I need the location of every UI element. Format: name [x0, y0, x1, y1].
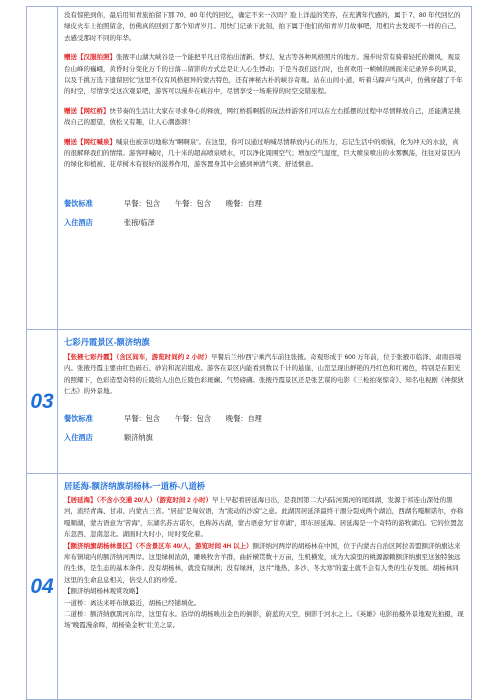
paragraph: [64, 352, 465, 398]
day-content: [58, 330, 472, 474]
dinner-info: 晚餐：自理: [225, 413, 262, 423]
dinner-info: 晚餐：自理: [225, 198, 262, 208]
attraction-tag: 【额济纳旗胡杨林景区】（不含景区车 40/人，游览时间 4H 以上）: [64, 542, 253, 550]
paragraph: [64, 137, 465, 171]
lunch-info: 午餐：包含: [174, 413, 211, 423]
day-title: 居延海-额济纳旗胡杨林-一道桥-八道桥: [64, 481, 206, 491]
guide-heading: 【额济纳胡杨林观赏攻略】: [64, 588, 142, 596]
day-number: 04: [30, 574, 54, 598]
paragraph: 没有惊艳到你，最后用知青旅拍留下那 70、80 年代的回忆，确定不来一次吗？脸上洋溢的笑容，在充满年代感的，属于 7、80 年代回忆的绿皮火车上拍照留念，仿佛真的回到了那个知青岁月。用快门记录下此刻，拍下属于他们的知青岁月故事吧，用相片去发现不一样的自己，去感受那时不同的年华。: [64, 12, 461, 42]
day-content: [58, 474, 472, 700]
hotel-name: 张掖/临泽: [124, 217, 155, 227]
attraction-tag: 【张掖七彩丹霞】（含区间车，游览时间约 2 小时）: [64, 354, 211, 361]
paragraph: [64, 52, 465, 98]
itinerary-table: [26, 6, 472, 700]
hotel-row: [64, 431, 465, 444]
attraction-tag: 【居延海】（不含小交通 20/人）（游览时间 2 小时）: [64, 497, 213, 504]
meal-row: [64, 197, 465, 210]
table-row: [27, 330, 472, 474]
meal-row: [64, 412, 465, 425]
day-title: 七彩丹霞景区-额济纳旗: [64, 337, 150, 347]
day-number: 03: [30, 389, 54, 413]
paragraph-text: 早餐后兰州/西宁乘汽车前往张掖。奇观形成于 600 万年前，位于张掖市临泽、肃南县境内。张掖丹霞主要由红色砾石、砂岩和泥岩组成。游客在景区内能看到数以千计的悬崖、山峦呈现出鲜艳的丹红色和红褐色，特别是在阳光的照耀下，色彩造型奇特的丘陵给人出色丘陵色彩斑斓、气势磅礴。张掖丹霞景区还是张艺谋的电影《三枪拍案惊奇》、知名电视剧《神探狄仁杰》的外景地。: [64, 354, 464, 396]
hotel-row: [64, 216, 465, 229]
hotel-label: 入住酒店: [64, 432, 93, 442]
gift-tag: 赠送【汉服拍照】: [64, 54, 116, 62]
meal-label: 餐饮标准: [64, 413, 93, 423]
table-row: [27, 7, 472, 330]
gift-tag: 赠送【网红桥】: [64, 107, 110, 115]
hotel-label: 入住酒店: [64, 217, 93, 227]
day-number-cell: [27, 7, 58, 330]
paragraph-text: 张掖平山湖大峡谷是一个能把平凡日常拍出清新、梦幻、复古等各种风格照片的地方。漫步时常有骑着轻托的微风，观景台山峰的巍峨，黄昏时分变化万千的日落…留影的方式总是让人心生悸动；于是当我们远行时，也喜欢用一帧帧的画面来记录异乡的风景，以及千挑万选下遗留回忆"这里不仅有风格迥异的蒙古特色，还有神秘古朴的峡谷奇观。站在山间小道，听着马蹄声与风声，仿佛穿越了千年的时空，尽情享受这次观景吧，游客可以漫步在峡谷中，尽情享受一场难得的时空交错旅程。: [64, 54, 463, 96]
day-number-cell: [27, 474, 58, 700]
hotel-name: 额济纳旗: [124, 432, 153, 442]
paragraph-text: 喊泉也被亲切地称为"啊啊泉"。在这里，你可以通过呐喊尽情释放内心的压力，忘记生活中的烦恼，化为冲天的水波，真的很解释我们的情绪。游客呼喊时，几十米的超高喷泉喷水，可以净化周围空气；增加空气湿度，巨大喷泉喷出的水雾飘荡，往往对景区内的绿化和植被、花草树木有很好的滋养作用，游客置身其中会感到神清气爽、舒适惬意。: [64, 138, 461, 169]
lunch-info: 午餐：包含: [174, 198, 211, 208]
breakfast-info: 早餐：包含: [124, 198, 160, 208]
guide-item: 一道桥：离达来呼布镇最近，胡杨已经铺填化。: [64, 599, 201, 607]
paragraph-text: 早上早起看居延海日出，是我国第二大内陆河黑河的尾闾湖，发源于祁连山深处的黑河，流经青海、甘肃、内蒙古三省。"居延"是匈奴语，为"流动的沙漠"之意。此湖因居延泽最终干涸分裂成两个湖泊，西湖名嘎顺诺尔，亦称嘎顺湖，蒙古语意为"苦海"，东湖名苏古诺尔，也称苏古湖，蒙古语意为"甘草湖"，即东居延海。居延海是一个奇特的游牧湖泊。它的位置忽东忽西、忽南忽北。湖面时大时小，时时变化着。: [64, 497, 464, 539]
paragraph: [64, 106, 465, 129]
paragraph-text: 额济纳河两岸的胡杨林在中国，位于内蒙古自治区阿拉善盟额济纳旗达来库布镇境内的额济纳河两岸。这里绿树浓荫，雕映牧舍羊群，曲折横贯数十万亩，生机横发，成为大漠里的桃源源赖额济纳旗至这独特独远的生体，是生态的基本条件。没有胡杨林，就没有绿洲；没有绿洲，这片"地热、多沙、冬大寒"的蛮土就不会有人类的生存发展。胡杨林同这里的生命息息相关，倍受人们的珍爱。: [64, 542, 461, 584]
paragraph: [64, 495, 465, 541]
meal-label: 餐饮标准: [64, 198, 93, 208]
breakfast-info: 早餐：包含: [124, 413, 160, 423]
paragraph: [64, 541, 465, 587]
paragraph-text: 快节奏的生活让大家在寻求身心的释放，网红桥摇啊摇的玩法样游客们可以在左右摇摆的过程中尽情释放自己，还能满足挑战自己的愿望，放松又有趣，让人心潮澎湃！: [64, 107, 461, 127]
day-number-cell: [27, 330, 58, 474]
day-content: [58, 7, 472, 330]
guide-item: 二道桥：额济纳旗黑河东岸，这里有水。沿岸的胡杨映出金色的倒影，蔚蓝的天空，倒影于河水之上。《英雄》电影拍摄外景地观光拍摄，现场"晚霞漫余晖，胡杨染金秋"壮美之景。: [64, 611, 464, 630]
table-row: [27, 474, 472, 700]
gift-tag: 赠送【网红喊泉】: [64, 138, 116, 146]
